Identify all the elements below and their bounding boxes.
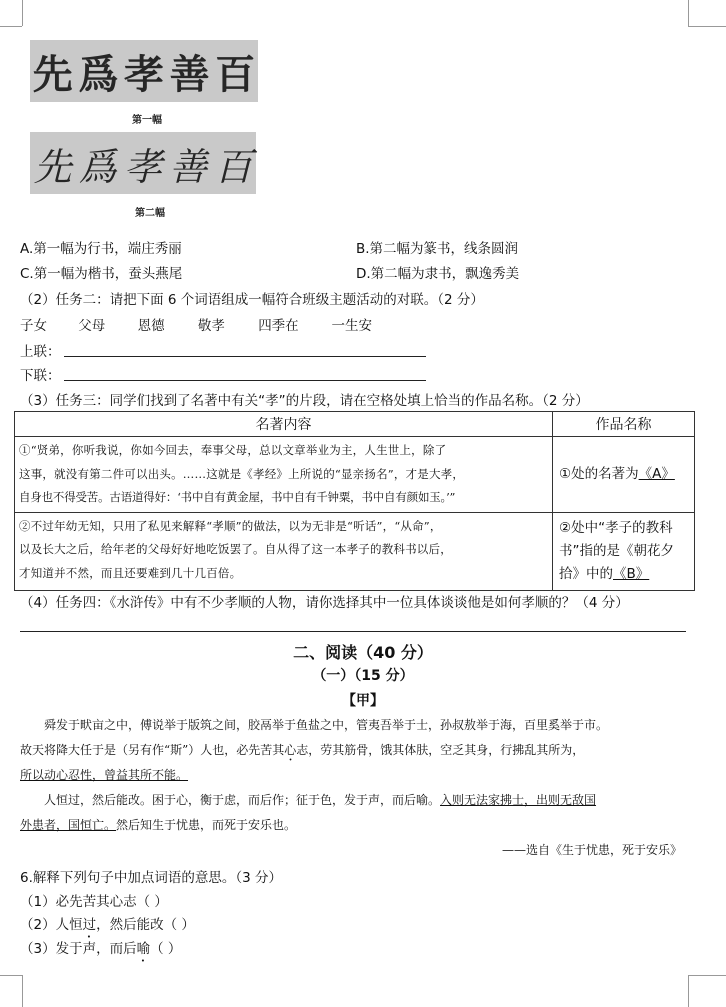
passage-underlined: 外患者，国恒亡。 [20,818,117,832]
upper-couplet-label: 上联： [20,344,61,360]
table-row [15,437,695,513]
passage-line [20,741,584,764]
option-d: D.第二幅为隶书，飘逸秀美 [356,266,520,282]
passage-source: ——选自《生于忧患，死于安乐》 [501,843,682,857]
excerpt-line: 这事，就没有第二件可以出头。……这就是《孝经》上所说的“显亲扬名”，才是大孝， [19,466,465,481]
works-table [14,411,695,591]
cal-char: 爲 [78,144,117,189]
passage-text: 志，劳其筋骨，饿其体肤，空乏其身，行拂乱其所为， [296,743,585,757]
q6-text: （3）发于声，而后 [20,941,137,957]
cal-char: 百 [215,50,256,98]
cal-char: 孝 [123,144,162,189]
answer-1 [553,437,695,513]
option-b: B.第二幅为篆书，线条圆润 [356,241,519,257]
word: 父母 [78,318,106,334]
upper-couplet-blank[interactable] [64,356,426,357]
word: 恩德 [137,318,165,334]
excerpt-line: 才知道并不然，而且还要难到几十几百倍。 [19,565,242,580]
excerpt-line: ②不过年幼无知，只用了私见来解释“孝顺”的做法，以为无非是“听话”，“从命”， [19,518,442,533]
passage-text: 故天将降大任于是（另有作“斯”）人也，必先苦其 [20,743,285,757]
q6-text: （2）人恒 [20,917,83,933]
q6-text: （ ） [150,941,182,957]
q6-item-1: （1）必先苦其心志（ ） [20,894,168,910]
cal-char: 先 [32,50,73,98]
crop-mark [688,0,689,26]
crop-mark [688,975,689,1007]
word: 子女 [20,318,47,334]
crop-mark [0,975,22,976]
crop-mark [22,975,23,1007]
dotted-char: 喻 [136,941,151,957]
panel-2-caption: 第二幅 [135,208,165,219]
answer-2-line: ②处中“孝子的教科 [559,519,673,536]
section-divider [20,631,686,632]
answer-1-text: ①处的名著为 [559,465,639,482]
crop-mark [688,975,726,976]
answer-2-line [559,563,688,586]
calligraphy-panel-1 [30,40,258,102]
passage-line-underlined: 所以动心忍性，曾益其所不能。 [20,768,189,782]
cal-char: 先 [33,144,72,189]
lower-couplet-blank[interactable] [64,380,426,381]
table-row [15,512,695,590]
passage-text: 然后知生于忧患，而死于安乐也。 [116,818,297,832]
passage-underlined: 入则无法家拂士，出则无敌国 [440,793,597,807]
word: 敬孝 [197,318,225,334]
excerpt-line: 以及长大之后，给年老的父母好好地吃饭罢了。自从得了这一本孝子的教科书以后， [19,542,452,556]
task3-prompt: （3）任务三：同学们找到了名著中有关“孝”的片段，请在空格处填上恰当的作品名称。（2 分） [20,393,589,409]
passage-line [44,791,596,808]
crop-mark [22,0,23,26]
crop-mark [688,26,726,27]
word: 四季在 [258,318,299,334]
answer-2-line: 书”指的是《朝花夕 [559,542,674,559]
answer-2 [553,512,695,590]
cal-char: 善 [169,144,208,189]
q6-item-3 [20,937,181,965]
lower-couplet-label: 下联： [20,368,61,384]
passage-line: 舜发于畎亩之中，傅说举于版筑之间，胶鬲举于鱼盐之中，管夷吾举于士，孙叔敖举于海，百里奚举于市。 [44,718,609,732]
answer-blank-a[interactable]: 《A》 [638,465,675,482]
answer-2-text: 拾》中的 [559,565,613,582]
dotted-char: 过 [82,917,97,933]
passage-line [20,816,296,833]
header-work-name: 作品名称 [553,412,695,437]
task4-prompt: （4）任务四：《水浒传》中有不少孝顺的人物，请你选择其中一位具体谈谈他是如何孝顺的？（4 分） [20,595,629,611]
panel-1-caption: 第一幅 [132,115,162,126]
table-header-row [15,412,695,437]
cal-char: 善 [169,50,210,98]
excerpt-1 [15,437,553,513]
q6-prompt: 6.解释下列句子中加点词语的意思。（3 分） [20,870,283,886]
passage-text: 人恒过，然后能改。困于心，衡于虑，而后作；征于色，发于声，而后喻。 [44,793,441,807]
section-subtitle: （一）（15 分） [312,668,414,684]
crop-mark [0,26,22,27]
word: 一生安 [331,318,372,334]
calligraphy-panel-2 [30,132,256,194]
q6-text: ，然后能改（ ） [96,917,195,933]
dotted-char: 心 [284,743,297,757]
excerpt-line: 自身也不得受苦。古语道得好：‘书中自有黄金屋，书中自有千钟粟，书中自有颜如玉。’” [19,490,456,504]
option-a: A.第一幅为行书，端庄秀丽 [20,241,182,257]
cal-char: 百 [214,144,253,189]
header-content: 名著内容 [15,412,553,437]
cal-char: 爲 [78,50,119,98]
cal-char: 孝 [123,50,164,98]
passage-label: 【甲】 [342,693,384,709]
section-title: 二、阅读（40 分） [293,643,433,662]
task2-prompt: （2）任务二：请把下面 6 个词语组成一幅符合班级主题活动的对联。（2 分） [20,292,484,308]
excerpt-2 [15,512,553,590]
word-list [20,314,372,334]
excerpt-line: ①“贤弟，你听我说，你如今回去，奉事父母，总以文章举业为主，人生世上，除了 [19,443,447,457]
answer-blank-b[interactable]: 《B》 [613,565,650,582]
option-c: C.第一幅为楷书，蚕头燕尾 [20,266,183,282]
